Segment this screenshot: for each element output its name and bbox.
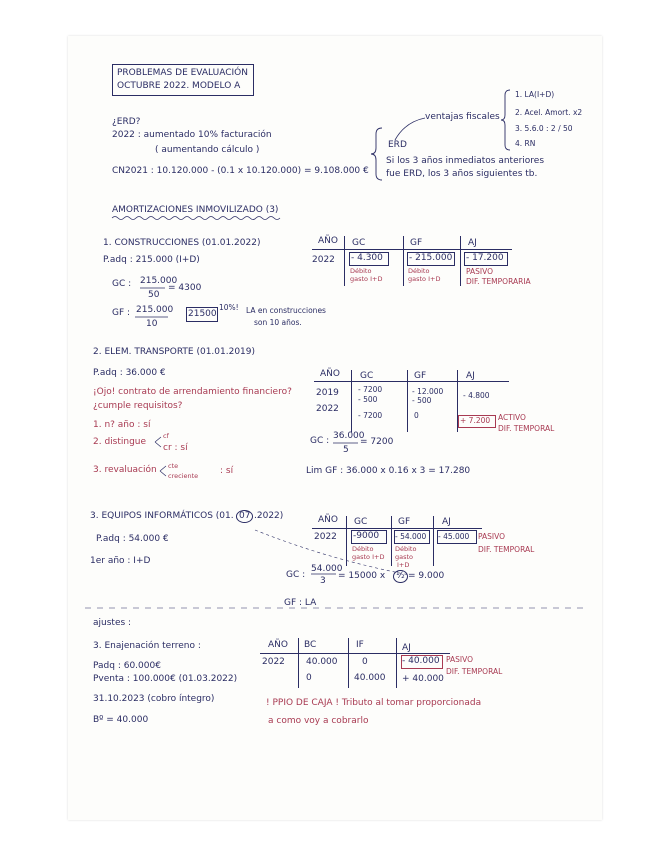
s4-if-1: 0 (362, 657, 368, 667)
s2-table-vline-2 (407, 370, 408, 432)
s2-aj-1: - 4.800 (463, 391, 490, 400)
s4-zero: 0 (306, 673, 312, 683)
s2-aj-2-note-2: DIF. TEMPORAL (498, 424, 555, 433)
header-line-1: PROBLEMAS DE EVALUACIÓN (117, 68, 248, 78)
s3-gc-calc-res-a: = 15000 x (338, 571, 386, 581)
s1-gf-note: 10%! (219, 303, 239, 312)
s3-title-circled: 07 (236, 510, 253, 523)
erd-list-item-1: 1. LA(I+D) (515, 90, 555, 99)
s4-table-vline-1 (298, 638, 299, 688)
s4-th-bc: BC (304, 640, 317, 650)
header-line-2: OCTUBRE 2022. MODELO A (117, 81, 241, 91)
s3-gf-sub-2: gasto (395, 553, 414, 561)
s3-gf: GF : LA (284, 598, 317, 608)
s2-th-gf: GF (414, 371, 427, 381)
s3-gc-calc-label: GC : (286, 570, 306, 580)
s3-gc-calc-num: 54.000 (311, 564, 343, 574)
s1-gc-num: 215.000 (140, 276, 178, 286)
s3-gc-calc-den: 3 (320, 576, 326, 586)
s2-req-3b: cte (168, 462, 179, 470)
s3-gf-sub-1: Débito (395, 545, 417, 553)
s4-ppio-2: a como voy a cobrarlo (268, 716, 369, 726)
erd-list-item-3: 3. 5.6.0 : 2 / 50 (515, 124, 573, 133)
s2-gc-calc-res: = 7200 (360, 437, 394, 447)
erd-question: ¿ERD? (112, 117, 141, 127)
s3-gc-calc-circled: ½ (393, 570, 408, 583)
s4-aj-note-1: PASIVO (446, 655, 474, 664)
s2-gc-3: - 7200 (358, 411, 383, 420)
s3-aj-val: - 45.000 (438, 532, 470, 541)
s3-aj-note-1: PASIVO (478, 532, 506, 541)
s1-gc-den: 50 (148, 290, 160, 300)
s3-gc-val: -9000 (353, 531, 380, 541)
erd-line-1: 2022 : aumentado 10% facturación (112, 130, 272, 140)
s1-gf-res: 21500 (188, 309, 217, 319)
s1-gf-sub-1: Débito (408, 267, 430, 275)
s4-table-vline-2 (348, 638, 349, 688)
s2-aj-2: + 7.200 (460, 416, 491, 425)
s2-ojo-1: ¡Ojo! contrato de arrendamiento financiero? (93, 387, 292, 397)
s1-padq: P.adq : 215.000 (I+D) (103, 255, 200, 265)
s1-table-vline-1 (344, 236, 345, 286)
s2-req-3c: creciente (168, 472, 199, 480)
s3-gf-val: - 54.000 (395, 532, 427, 541)
s2-gc-calc-label: GC : (310, 436, 330, 446)
s1-gc-val: - 4.300 (351, 253, 383, 263)
s4-padq: Padq : 60.000€ (93, 661, 161, 671)
s1-gf-val: - 215.000 (409, 253, 453, 263)
erd-line-2: ( aumentando cálculo ) (155, 145, 260, 155)
s3-table-vline-1 (346, 516, 347, 566)
erd-list-item-2: 2. Acel. Amort. x2 (515, 108, 583, 117)
s3-gc-sub-2: gasto I+D (352, 553, 385, 561)
s1-table-vline-2 (403, 236, 404, 286)
s1-gf-num: 215.000 (136, 305, 174, 315)
s1-aj-sub-2: DIF. TEMPORARIA (466, 277, 531, 286)
s3-table-vline-3 (433, 516, 434, 566)
s3-first-year: 1er año : I+D (90, 556, 151, 566)
s3-gc-sub-1: Débito (352, 545, 374, 553)
s4-aj-1: - 40.000 (402, 656, 440, 666)
s2-gf-3: 0 (414, 411, 419, 420)
s4-if-2: 40.000 (354, 673, 386, 683)
s3-th-gf: GF (398, 517, 411, 527)
s1-aj-sub-1: PASIVO (466, 267, 494, 276)
s3-year: 2022 (314, 532, 337, 542)
s1-table-hline (312, 249, 512, 250)
s4-year: 2022 (262, 657, 285, 667)
s4-ppio-1: ! PPIO DE CAJA ! Tributo al tomar proporcionada (266, 698, 482, 708)
s3-th-gc: GC (354, 517, 368, 527)
s2-gf-2: - 500 (412, 396, 432, 405)
erd-note-2: fue ERD, los 3 años siguientes tb. (386, 169, 538, 179)
s2-gf-1: - 12.000 (412, 387, 444, 396)
s4-aj-2: + 40.000 (402, 674, 444, 684)
s4-th-year: AÑO (268, 640, 288, 650)
s1-gf-label: GF : (112, 308, 131, 318)
s3-padq: P.adq : 54.000 € (96, 534, 169, 544)
s2-th-year: AÑO (320, 369, 340, 379)
s4-cobro: 31.10.2023 (cobro íntegro) (93, 694, 215, 704)
erd-list-item-4: 4. RN (515, 139, 536, 148)
s2-table-vline-1 (351, 370, 352, 432)
amortizaciones-title: AMORTIZACIONES INMOVILIZADO (3) (112, 205, 279, 215)
s3-th-year: AÑO (318, 515, 338, 525)
s3-table-vline-2 (391, 516, 392, 566)
s4-pventa: Pventa : 100.000€ (01.03.2022) (93, 674, 238, 684)
s3-title-a: 3. EQUIPOS INFORMÁTICOS (01. (90, 511, 234, 521)
s2-aj-2-note-1: ACTIVO (498, 413, 526, 422)
s3-gf-sub-3: I+D (397, 561, 410, 569)
s2-year-1: 2019 (316, 388, 339, 398)
s1-table-vline-3 (460, 236, 461, 286)
s1-gf-sub-2: gasto I+D (408, 275, 441, 283)
s2-req-2c: cr : sí (163, 443, 188, 453)
s2-year-2: 2022 (316, 404, 339, 414)
erd-ventajas: ventajas fiscales (425, 112, 500, 122)
s3-table-hline (312, 528, 482, 529)
s1-gc-label: GC : (112, 279, 132, 289)
s1-th-gf: GF (410, 238, 423, 248)
s1-gf-den: 10 (146, 319, 158, 329)
s1-aj-val: - 17.200 (466, 253, 504, 263)
s4-title: 3. Enajenación terreno : (93, 641, 201, 651)
s4-th-if: IF (356, 640, 364, 650)
s2-ojo-2: ¿cumple requisitos? (93, 401, 183, 411)
s2-limit: Lim GF : 36.000 x 0.16 x 3 = 17.280 (306, 466, 471, 476)
s4-ajustes: ajustes : (93, 618, 132, 628)
s4-beneficio: Bº = 40.000 (93, 715, 149, 725)
s4-table-vline-3 (396, 638, 397, 688)
s2-th-gc: GC (360, 371, 374, 381)
s3-gc-calc-res-b: = 9.000 (408, 571, 445, 581)
s1-gc-sub-1: Débito (350, 267, 372, 275)
s2-table-hline (314, 381, 509, 382)
s3-th-aj: AJ (442, 517, 451, 527)
erd-note-1: Si los 3 años inmediatos anteriores (386, 156, 545, 166)
s1-gf-note-3: son 10 años. (254, 318, 302, 327)
s2-padq: P.adq : 36.000 € (93, 368, 166, 378)
s2-req-1: 1. n? año : sí (93, 420, 151, 430)
s2-req-3a: 3. revaluación (93, 465, 157, 475)
s2-req-3d: : sí (220, 466, 234, 476)
s2-gc-2: - 500 (358, 395, 378, 404)
s2-gc-calc-den: 5 (343, 445, 349, 455)
s1-row-year: 2022 (312, 255, 335, 265)
s1-title: 1. CONSTRUCCIONES (01.01.2022) (103, 238, 261, 248)
s2-req-2a: 2. distingue (93, 437, 147, 447)
s1-th-gc: GC (352, 238, 366, 248)
s4-aj-note-2: DIF. TEMPORAL (446, 667, 503, 676)
s1-gf-note-2: LA en construcciones (246, 306, 326, 315)
erd-cn-formula: CN2021 : 10.120.000 - (0.1 x 10.120.000) = 9.108.000 € (112, 166, 369, 176)
s1-th-aj: AJ (468, 238, 477, 248)
s2-title: 2. ELEM. TRANSPORTE (01.01.2019) (93, 347, 256, 357)
s2-gc-calc-num: 36.000 (333, 431, 365, 441)
s3-aj-note-2: DIF. TEMPORAL (478, 545, 535, 554)
s3-title-b: .2022) (254, 511, 284, 521)
s2-req-2b: cf (163, 432, 169, 440)
s4-th-aj: AJ (402, 643, 411, 653)
s4-table-hline (260, 653, 450, 654)
s1-th-year: AÑO (318, 236, 338, 246)
s1-gc-sub-2: gasto I+D (350, 275, 383, 283)
s2-gc-1: - 7200 (358, 385, 383, 394)
erd-brace-label: ERD (388, 140, 407, 150)
s2-th-aj: AJ (466, 371, 475, 381)
s4-bc: 40.000 (306, 657, 338, 667)
s1-gc-res: = 4300 (168, 283, 202, 293)
